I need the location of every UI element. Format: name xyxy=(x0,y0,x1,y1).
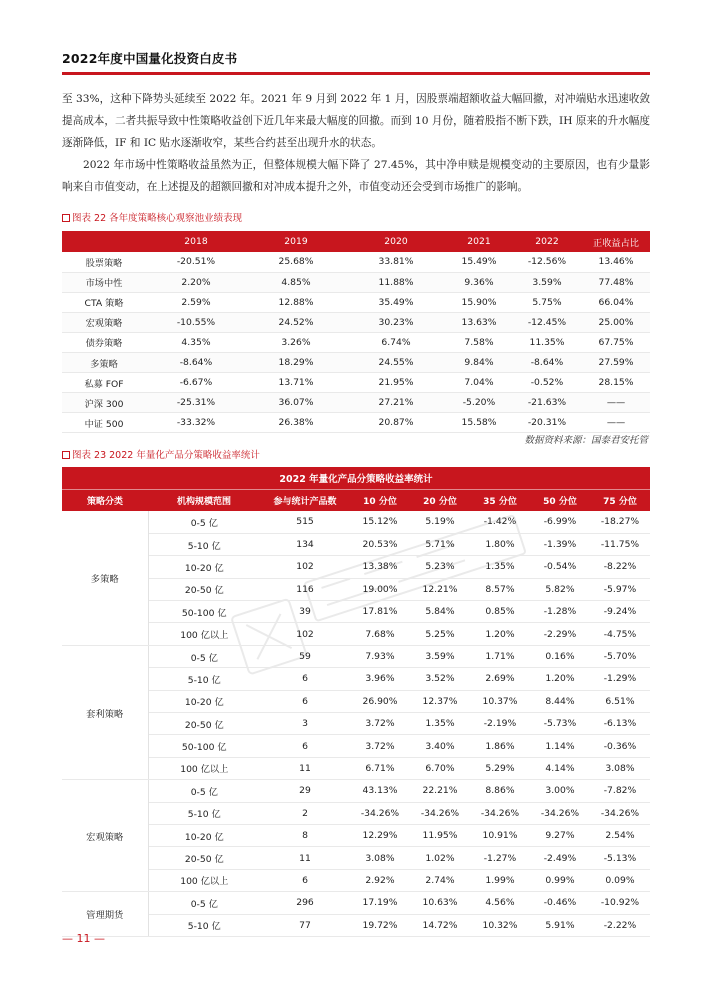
table-cell: -18.27% xyxy=(590,511,650,533)
table-cell: -12.45% xyxy=(512,312,582,332)
table-cell: 13.71% xyxy=(246,373,346,393)
table-cell: 296 xyxy=(260,892,350,914)
table-cell: 4.35% xyxy=(146,332,246,352)
table-cell: -1.39% xyxy=(530,533,590,555)
table-cell: 9.36% xyxy=(446,272,512,292)
header-rule xyxy=(62,72,650,75)
table-cell: 1.35% xyxy=(470,556,530,578)
table-cell: 0.99% xyxy=(530,869,590,891)
table-cell: -34.26% xyxy=(350,802,410,824)
table-cell: 26.38% xyxy=(246,413,346,433)
table-cell: -0.52% xyxy=(512,373,582,393)
size-range-cell: 100 亿以上 xyxy=(148,869,260,891)
table-cell: 15.90% xyxy=(446,292,512,312)
table-cell: -10.55% xyxy=(146,312,246,332)
table-cell: 0.09% xyxy=(590,869,650,891)
row-label: CTA 策略 xyxy=(62,292,146,312)
page-title: 2022年度中国量化投资白皮书 xyxy=(62,51,238,66)
table-cell: 25.00% xyxy=(582,312,650,332)
table-cell: 77 xyxy=(260,914,350,936)
table-cell: 20.53% xyxy=(350,533,410,555)
table-cell: -1.29% xyxy=(590,668,650,690)
row-label: 市场中性 xyxy=(62,272,146,292)
size-range-cell: 50-100 亿 xyxy=(148,735,260,757)
table-cell: 5.19% xyxy=(410,511,470,533)
table-cell: -34.26% xyxy=(410,802,470,824)
table-cell: 7.68% xyxy=(350,623,410,645)
table23-col-header: 策略分类 xyxy=(62,489,148,511)
table-cell: 1.35% xyxy=(410,713,470,735)
strategy-performance-table xyxy=(62,231,650,433)
table22-caption xyxy=(62,212,242,226)
table-row xyxy=(62,668,650,690)
table-cell: 9.84% xyxy=(446,352,512,372)
strategy-group-label: 管理期货 xyxy=(62,892,148,937)
table-cell: 3.72% xyxy=(350,735,410,757)
table-row xyxy=(62,735,650,757)
table-cell: 33.81% xyxy=(346,252,446,272)
table-cell: -20.31% xyxy=(512,413,582,433)
table-cell: 15.49% xyxy=(446,252,512,272)
table-cell: 7.58% xyxy=(446,332,512,352)
table23-col-header: 机构规模范围 xyxy=(148,489,260,511)
table-row xyxy=(62,352,650,372)
table-cell: 67.75% xyxy=(582,332,650,352)
table-cell: -2.49% xyxy=(530,847,590,869)
table22-col-header: 2018 xyxy=(146,231,246,252)
table-cell: -5.73% xyxy=(530,713,590,735)
table-cell: 3 xyxy=(260,713,350,735)
table-row xyxy=(62,393,650,413)
table-cell: 134 xyxy=(260,533,350,555)
table-row xyxy=(62,757,650,779)
table-cell: -33.32% xyxy=(146,413,246,433)
table-cell: -5.20% xyxy=(446,393,512,413)
table-cell: 1.02% xyxy=(410,847,470,869)
caption-box-icon xyxy=(62,214,70,222)
table23-col-header: 50 分位 xyxy=(530,489,590,511)
table-cell: 6 xyxy=(260,668,350,690)
table-cell: -10.92% xyxy=(590,892,650,914)
table-row xyxy=(62,713,650,735)
table-cell: 27.21% xyxy=(346,393,446,413)
table-cell: 4.85% xyxy=(246,272,346,292)
table23-col-header: 35 分位 xyxy=(470,489,530,511)
table-cell: 21.95% xyxy=(346,373,446,393)
table-cell: 43.13% xyxy=(350,780,410,802)
size-range-cell: 100 亿以上 xyxy=(148,757,260,779)
table-cell: 59 xyxy=(260,645,350,667)
table-row xyxy=(62,312,650,332)
row-label: 股票策略 xyxy=(62,252,146,272)
table-cell: 0.16% xyxy=(530,645,590,667)
strategy-group-label: 套利策略 xyxy=(62,645,148,779)
caption-box-icon xyxy=(62,451,70,459)
table-cell: 13.38% xyxy=(350,556,410,578)
table22-col-header: 2021 xyxy=(446,231,512,252)
table-cell: -7.82% xyxy=(590,780,650,802)
size-range-cell: 50-100 亿 xyxy=(148,601,260,623)
size-range-cell: 5-10 亿 xyxy=(148,668,260,690)
row-label: 债券策略 xyxy=(62,332,146,352)
table-cell: 6.74% xyxy=(346,332,446,352)
size-range-cell: 0-5 亿 xyxy=(148,645,260,667)
table-cell: 7.04% xyxy=(446,373,512,393)
table-cell: 11 xyxy=(260,847,350,869)
table-cell: -34.26% xyxy=(530,802,590,824)
table-cell: 14.72% xyxy=(410,914,470,936)
size-range-cell: 10-20 亿 xyxy=(148,556,260,578)
page-header xyxy=(62,50,650,75)
table-row xyxy=(62,252,650,272)
table-cell: 2.59% xyxy=(146,292,246,312)
table-cell: 8 xyxy=(260,824,350,846)
size-range-cell: 10-20 亿 xyxy=(148,824,260,846)
table-cell: -20.51% xyxy=(146,252,246,272)
table-cell: 5.25% xyxy=(410,623,470,645)
table-row xyxy=(62,413,650,433)
table-row xyxy=(62,332,650,352)
table-cell: 66.04% xyxy=(582,292,650,312)
table-cell: 29 xyxy=(260,780,350,802)
table-cell: 10.91% xyxy=(470,824,530,846)
table23-title-row xyxy=(62,467,650,489)
table-cell: -25.31% xyxy=(146,393,246,413)
table-row xyxy=(62,511,650,533)
table22-header-row xyxy=(62,231,650,252)
table-cell: 22.21% xyxy=(410,780,470,802)
table-cell: 8.86% xyxy=(470,780,530,802)
table-cell: 6.51% xyxy=(590,690,650,712)
row-label: 中证 500 xyxy=(62,413,146,433)
table-cell: 1.86% xyxy=(470,735,530,757)
row-label: 宏观策略 xyxy=(62,312,146,332)
size-range-cell: 20-50 亿 xyxy=(148,847,260,869)
table23-caption-text: 图表 23 2022 年量化产品分策略收益率统计 xyxy=(72,450,260,461)
table-cell: 30.23% xyxy=(346,312,446,332)
table-cell: 3.00% xyxy=(530,780,590,802)
table-cell: 6.71% xyxy=(350,757,410,779)
table-row xyxy=(62,272,650,292)
table-cell: -1.28% xyxy=(530,601,590,623)
table-cell: 2.20% xyxy=(146,272,246,292)
table-row xyxy=(62,914,650,936)
table-cell: 4.56% xyxy=(470,892,530,914)
table23-title: 2022 年量化产品分策略收益率统计 xyxy=(62,467,650,489)
table-cell: 10.63% xyxy=(410,892,470,914)
table-cell: 12.29% xyxy=(350,824,410,846)
table-cell: 5.91% xyxy=(530,914,590,936)
table-cell: -0.54% xyxy=(530,556,590,578)
table-cell: 36.07% xyxy=(246,393,346,413)
table-cell: 8.44% xyxy=(530,690,590,712)
table22-caption-text: 图表 22 各年度策略核心观察池业绩表现 xyxy=(72,213,243,224)
table-row xyxy=(62,780,650,802)
table-cell: -8.64% xyxy=(512,352,582,372)
table-cell: 20.87% xyxy=(346,413,446,433)
table-cell: -5.70% xyxy=(590,645,650,667)
table-cell: 5.82% xyxy=(530,578,590,600)
table-cell: -34.26% xyxy=(590,802,650,824)
table22-col-header xyxy=(62,231,146,252)
table-cell: 3.72% xyxy=(350,713,410,735)
table-cell: 12.37% xyxy=(410,690,470,712)
table-cell: —— xyxy=(582,413,650,433)
table-cell: -5.97% xyxy=(590,578,650,600)
table-cell: 5.71% xyxy=(410,533,470,555)
table-cell: 2.92% xyxy=(350,869,410,891)
table-cell: -2.22% xyxy=(590,914,650,936)
table23-col-header: 参与统计产品数 xyxy=(260,489,350,511)
table-cell: 19.72% xyxy=(350,914,410,936)
table-cell: 11.88% xyxy=(346,272,446,292)
table-cell: 10.37% xyxy=(470,690,530,712)
size-range-cell: 20-50 亿 xyxy=(148,578,260,600)
table-cell: 1.20% xyxy=(530,668,590,690)
table-cell: 3.59% xyxy=(410,645,470,667)
table-cell: 12.21% xyxy=(410,578,470,600)
table-cell: 5.29% xyxy=(470,757,530,779)
table-cell: 9.27% xyxy=(530,824,590,846)
table-cell: -8.22% xyxy=(590,556,650,578)
table-cell: 5.23% xyxy=(410,556,470,578)
table-cell: 8.57% xyxy=(470,578,530,600)
table-cell: -0.36% xyxy=(590,735,650,757)
table-row xyxy=(62,802,650,824)
table-cell: 39 xyxy=(260,601,350,623)
table-row xyxy=(62,292,650,312)
table-cell: 27.59% xyxy=(582,352,650,372)
table-row xyxy=(62,556,650,578)
body-text xyxy=(62,88,650,198)
table23-col-header: 10 分位 xyxy=(350,489,410,511)
table-row xyxy=(62,824,650,846)
table-row xyxy=(62,533,650,555)
table22-body xyxy=(62,252,650,433)
table-cell: -4.75% xyxy=(590,623,650,645)
table-cell: 26.90% xyxy=(350,690,410,712)
table-row xyxy=(62,690,650,712)
table-cell: 2.69% xyxy=(470,668,530,690)
table-cell: 6 xyxy=(260,869,350,891)
row-label: 多策略 xyxy=(62,352,146,372)
table-cell: —— xyxy=(582,393,650,413)
table-cell: 13.63% xyxy=(446,312,512,332)
table23-header-row xyxy=(62,489,650,511)
table-cell: 19.00% xyxy=(350,578,410,600)
size-range-cell: 20-50 亿 xyxy=(148,713,260,735)
table-cell: -9.24% xyxy=(590,601,650,623)
table-cell: 6.70% xyxy=(410,757,470,779)
table-cell: 6 xyxy=(260,735,350,757)
table-cell: -2.29% xyxy=(530,623,590,645)
table-row xyxy=(62,373,650,393)
table-cell: 1.80% xyxy=(470,533,530,555)
table-cell: 3.08% xyxy=(590,757,650,779)
table-cell: 24.52% xyxy=(246,312,346,332)
size-range-cell: 100 亿以上 xyxy=(148,623,260,645)
size-range-cell: 5-10 亿 xyxy=(148,533,260,555)
table-cell: 12.88% xyxy=(246,292,346,312)
table-cell: 116 xyxy=(260,578,350,600)
table22-col-header: 正收益占比 xyxy=(582,231,650,252)
table-cell: -34.26% xyxy=(470,802,530,824)
source-note: 数据资料来源：国泰君安托管 xyxy=(524,435,648,446)
table23-col-header: 75 分位 xyxy=(590,489,650,511)
table-row xyxy=(62,847,650,869)
page-number: — 11 — xyxy=(62,932,105,945)
table-cell: -8.64% xyxy=(146,352,246,372)
table-cell: 102 xyxy=(260,556,350,578)
table-cell: -1.42% xyxy=(470,511,530,533)
table-cell: -21.63% xyxy=(512,393,582,413)
row-label: 私募 FOF xyxy=(62,373,146,393)
table-cell: -6.99% xyxy=(530,511,590,533)
table-cell: 6 xyxy=(260,690,350,712)
table-cell: 0.85% xyxy=(470,601,530,623)
table-cell: -0.46% xyxy=(530,892,590,914)
size-range-cell: 10-20 亿 xyxy=(148,690,260,712)
table-cell: 3.26% xyxy=(246,332,346,352)
table-row xyxy=(62,578,650,600)
table-cell: 15.12% xyxy=(350,511,410,533)
size-range-cell: 0-5 亿 xyxy=(148,780,260,802)
table-cell: 3.08% xyxy=(350,847,410,869)
strategy-group-label: 多策略 xyxy=(62,511,148,645)
body-paragraph: 至 33%，这种下降势头延续至 2022 年。2021 年 9 月到 2022 年 1 月，因股票端超额收益大幅回撤，对冲端贴水迅速收敛提高成本，二者共振导致中性策略收益创下近几年来最大幅度的回撤。而到 10 月份，随着股指不断下跌，IH 原来的升水幅度逐渐降低，IF 和 IC 贴水逐渐收窄，某些合约甚至出现升水的状态。 xyxy=(62,93,650,149)
table-cell: 7.93% xyxy=(350,645,410,667)
table22-col-header: 2020 xyxy=(346,231,446,252)
table-row xyxy=(62,869,650,891)
strategy-group-label: 宏观策略 xyxy=(62,780,148,892)
table-cell: 17.81% xyxy=(350,601,410,623)
table-cell: 1.14% xyxy=(530,735,590,757)
table23-body xyxy=(62,511,650,936)
body-paragraph: 2022 年市场中性策略收益虽然为正，但整体规模大幅下降了 27.45%，其中净申赎是规模变动的主要原因，也有少量影响来自市值变动，在上述提及的超额回撤和对冲成本提升之外，市值变动还会受到市场推广的影响。 xyxy=(62,159,650,193)
table-cell: -6.67% xyxy=(146,373,246,393)
table22-col-header: 2019 xyxy=(246,231,346,252)
table-cell: 17.19% xyxy=(350,892,410,914)
table-cell: 3.52% xyxy=(410,668,470,690)
table-cell: 11.35% xyxy=(512,332,582,352)
size-range-cell: 5-10 亿 xyxy=(148,914,260,936)
table-cell: -6.13% xyxy=(590,713,650,735)
size-range-cell: 5-10 亿 xyxy=(148,802,260,824)
table-cell: 13.46% xyxy=(582,252,650,272)
table-cell: 4.14% xyxy=(530,757,590,779)
table-cell: 11.95% xyxy=(410,824,470,846)
table23-caption xyxy=(62,449,260,463)
table-cell: 28.15% xyxy=(582,373,650,393)
size-range-cell: 0-5 亿 xyxy=(148,892,260,914)
table-cell: 515 xyxy=(260,511,350,533)
table-cell: 1.99% xyxy=(470,869,530,891)
table-cell: 35.49% xyxy=(346,292,446,312)
table22-col-header: 2022 xyxy=(512,231,582,252)
table-cell: 1.71% xyxy=(470,645,530,667)
row-label: 沪深 300 xyxy=(62,393,146,413)
table-cell: 11 xyxy=(260,757,350,779)
table-cell: -1.27% xyxy=(470,847,530,869)
table-cell: -5.13% xyxy=(590,847,650,869)
table-cell: 18.29% xyxy=(246,352,346,372)
table-cell: 77.48% xyxy=(582,272,650,292)
quant-product-returns-table xyxy=(62,467,650,937)
table-cell: 1.20% xyxy=(470,623,530,645)
table-row xyxy=(62,645,650,667)
table-cell: -2.19% xyxy=(470,713,530,735)
table-cell: 3.40% xyxy=(410,735,470,757)
table-cell: 102 xyxy=(260,623,350,645)
table-cell: 25.68% xyxy=(246,252,346,272)
table-cell: -12.56% xyxy=(512,252,582,272)
table-cell: -11.75% xyxy=(590,533,650,555)
table-cell: 3.96% xyxy=(350,668,410,690)
table-cell: 15.58% xyxy=(446,413,512,433)
table-cell: 5.75% xyxy=(512,292,582,312)
table-row xyxy=(62,892,650,914)
size-range-cell: 0-5 亿 xyxy=(148,511,260,533)
table-cell: 24.55% xyxy=(346,352,446,372)
table-cell: 10.32% xyxy=(470,914,530,936)
table-row xyxy=(62,601,650,623)
table-cell: 5.84% xyxy=(410,601,470,623)
table-row xyxy=(62,623,650,645)
table-cell: 2.54% xyxy=(590,824,650,846)
table-cell: 2 xyxy=(260,802,350,824)
table-cell: 3.59% xyxy=(512,272,582,292)
table23-col-header: 20 分位 xyxy=(410,489,470,511)
table-cell: 2.74% xyxy=(410,869,470,891)
